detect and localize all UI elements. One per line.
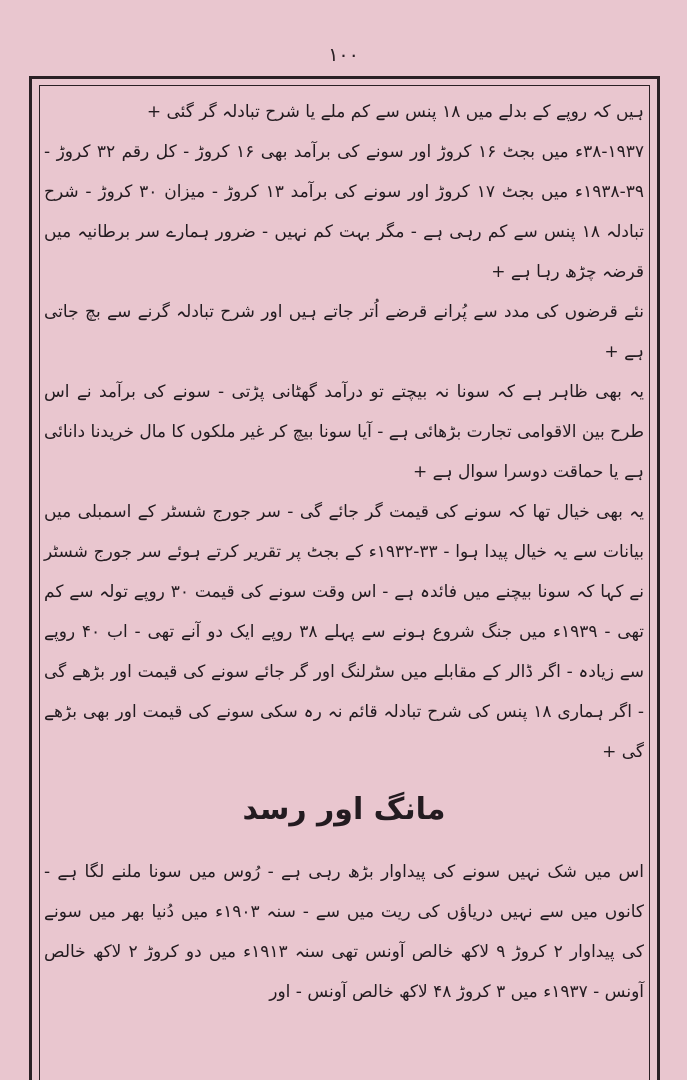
- paragraph-closing: اس میں شک نہیں سونے کی پیداوار بڑھ رہی ہے - رُوس میں سونا ملنے لگا ہے - کانوں میں سے نہیں دریاؤں کی ریت میں سے - سنہ ۱۹۰۳ء میں دُنیا بھر میں سونے کی پیداوار ۲ کروڑ ۹ لاکھ خالص آونس تھی سنہ ۱۹۱۳ء میں دو کروڑ ۲ لاکھ خالص آونس - ۱۹۳۷ء میں ۳ کروڑ ۴۸ لاکھ خالص آونس - اور: [44, 862, 644, 1002]
- paragraph-1: ہیں کہ روپے کے بدلے میں ۱۸ پنس سے کم ملے یا شرح تبادلہ گر گئی +: [146, 102, 644, 122]
- paragraph-2: ۳۸-۱۹۳۷ء میں بجٹ ۱۶ کروڑ اور سونے کی برآمد بھی ۱۶ کروڑ - کل رقم ۳۲ کروڑ - ۳۹-۱۹۳۸ء میں بجٹ ۱۷ کروڑ اور سونے کی برآمد ۱۳ کروڑ - میزان ۳۰ کروڑ - شرح تبادلہ ۱۸ پنس سے کم رہی ہے - مگر بہت کم نہیں - ضرور ہمارے سر برطانیہ میں قرضہ چڑھ رہا ہے +: [44, 142, 645, 282]
- section-heading: مانگ اور رسد: [242, 792, 446, 827]
- paragraph-5: یہ بھی خیال تھا کہ سونے کی قیمت گر جائے گی - سر جورج شسٹر کے اسمبلی میں بیانات سے یہ خیال پیدا ہوا - ۳۳-۱۹۳۲ء کے بجٹ پر تقریر کرتے ہوئے سر جورج شسٹر نے کہا کہ سونا بیچنے میں فائدہ ہے - اس وقت سونے کی قیمت ۳۰ روپے تولہ سے کم تھی - ۱۹۳۹ء میں جنگ شروع ہونے سے پہلے ۳۸ روپے ایک دو آنے تھی - اب ۴۰ روپے سے زیادہ - اگر ڈالر کے مقابلے میں سٹرلنگ اور گر جائے سونے کی قیمت اور بڑھے گی - اگر ہماری ۱۸ پنس کی شرح تبادلہ قائم نہ رہ سکی سونے کی قیمت اور بھی بڑھے گی +: [44, 502, 645, 762]
- paragraph-4: یہ بھی ظاہر ہے کہ سونا نہ بیچتے تو درآمد گھٹانی پڑتی - سونے کی برآمد نے اس طرح بین الاقوامی تجارت بڑھائی ہے - آیا سونا بیچ کر غیر ملکوں کا مال خریدنا دانائی ہے یا حماقت دوسرا سوال ہے +: [44, 382, 644, 482]
- page-body: [44, 92, 644, 1080]
- paragraph-3: نئے قرضوں کی مدد سے پُرانے قرضے اُتر جاتے ہیں اور شرح تبادلہ گرنے سے بچ جاتی ہے +: [44, 302, 644, 362]
- page-number: ۱۰۰: [328, 44, 359, 66]
